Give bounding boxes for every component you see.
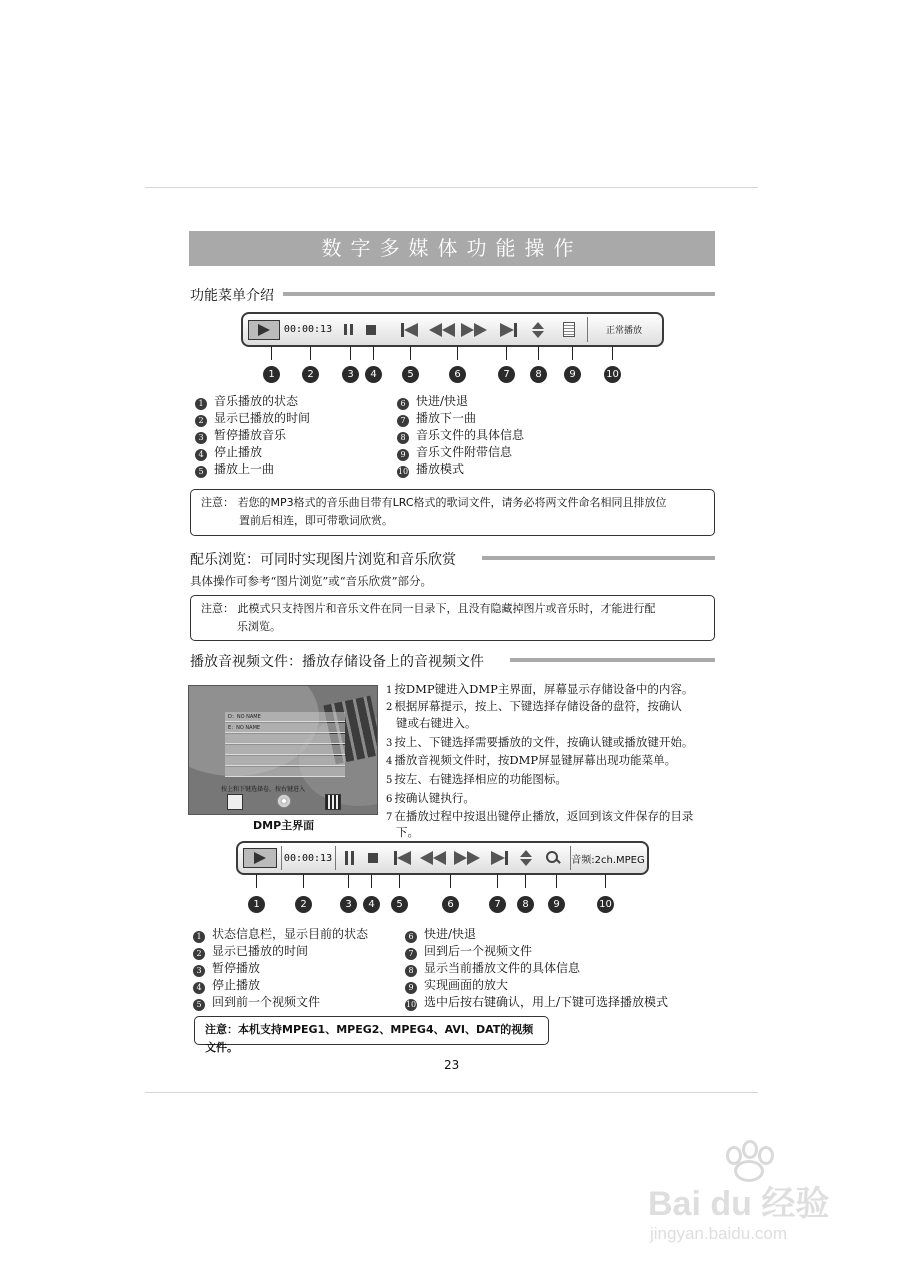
note-line: 注意： 此模式只支持图片和音乐文件在同一目录下，且没有隐藏掉图片或音乐时，才能进行配 — [201, 602, 656, 615]
callout-line — [303, 874, 304, 888]
browse-note — [190, 595, 715, 641]
legend-item: 1 音乐播放的状态 — [195, 392, 298, 410]
callout-line — [450, 874, 451, 888]
callout-number: 4 — [365, 366, 382, 383]
zoom-icon[interactable] — [544, 843, 562, 873]
dmp-caption: DMP主界面 — [253, 819, 315, 832]
elapsed-time: 00:00:13 — [283, 324, 333, 335]
callout-number: 10 — [597, 896, 614, 913]
step-7: 7 在播放过程中按退出键停止播放，返回到该文件保存的目录 — [386, 809, 694, 823]
camera-icon[interactable] — [227, 794, 243, 810]
callout-number: 5 — [402, 366, 419, 383]
rewind-icon[interactable] — [427, 314, 457, 345]
bullet-number: 10 — [405, 1000, 417, 1009]
legend-item: 3 暂停播放 — [193, 959, 260, 977]
empty-slot — [225, 745, 345, 755]
video-format-note — [194, 1016, 549, 1054]
bullet-number: 4 — [195, 449, 207, 461]
stop-icon[interactable] — [366, 843, 380, 873]
music-toolbar — [241, 312, 664, 347]
legend-item: 1 状态信息栏，显示目前的状态 — [193, 925, 368, 943]
legend-item: 10 播放模式 — [397, 462, 465, 476]
callout-line — [271, 346, 272, 360]
legend-item: 8 显示当前播放文件的具体信息 — [405, 959, 580, 977]
legend-item: 2 显示已播放的时间 — [193, 942, 308, 960]
callout-line — [572, 346, 573, 360]
play-mode[interactable]: 正常播放 — [605, 326, 642, 336]
callout-line — [497, 874, 498, 888]
callout-line — [348, 874, 349, 888]
next-file-icon[interactable] — [488, 843, 510, 873]
bottom-rule — [145, 1092, 758, 1093]
callout-number: 1 — [248, 896, 265, 913]
legend-item: 4 停止播放 — [195, 443, 262, 461]
top-rule — [145, 187, 758, 188]
fast-forward-icon[interactable] — [459, 314, 489, 345]
step-3: 3 按上、下键选择需要播放的文件，按确认键或播放键开始。 — [386, 735, 694, 749]
callout-number: 4 — [363, 896, 380, 913]
play-status-icon — [247, 314, 281, 345]
video-toolbar — [236, 841, 649, 875]
bullet-number: 1 — [195, 398, 207, 410]
callout-number: 3 — [340, 896, 357, 913]
empty-slot — [225, 767, 345, 777]
section-title-menu: 功能菜单介绍 — [190, 285, 280, 305]
previous-track-icon[interactable] — [398, 314, 420, 345]
bullet-number: 1 — [193, 931, 205, 943]
legend-item: 9 音乐文件附带信息 — [397, 443, 512, 461]
callout-number: 7 — [489, 896, 506, 913]
bullet-number: 4 — [193, 982, 205, 994]
file-info-icon[interactable] — [518, 843, 534, 873]
callout-number: 8 — [530, 366, 547, 383]
callout-number: 9 — [548, 896, 565, 913]
callout-number: 5 — [391, 896, 408, 913]
note-line: 乐浏览。 — [237, 620, 281, 633]
step-5: 5 按左、右键选择相应的功能图标。 — [386, 772, 567, 786]
pause-icon[interactable] — [341, 314, 355, 345]
legend-item: 5 回到前一个视频文件 — [193, 993, 320, 1011]
callout-number: 6 — [449, 366, 466, 383]
note-line: 注意：本机支持MPEG1、MPEG2、MPEG4、AVI、DAT的视频文件。 — [205, 1023, 534, 1054]
callout-line — [538, 346, 539, 360]
callout-number: 8 — [517, 896, 534, 913]
callout-number: 3 — [342, 366, 359, 383]
page-number: 23 — [444, 1058, 460, 1072]
step-6: 6 按确认键执行。 — [386, 791, 475, 805]
callout-line — [506, 346, 507, 360]
step-2-cont: 键或右键进入。 — [396, 716, 477, 730]
legend-item: 6 快进/快退 — [397, 392, 468, 410]
rewind-icon[interactable] — [418, 843, 448, 873]
browse-description: 具体操作可参考“图片浏览”或“音乐欣赏”部分。 — [190, 574, 433, 588]
legend-item: 5 播放上一曲 — [195, 460, 274, 478]
pause-icon[interactable] — [342, 843, 356, 873]
empty-slot — [225, 756, 345, 766]
section-bar — [510, 658, 715, 662]
bullet-number: 9 — [397, 449, 409, 461]
bullet-number: 6 — [397, 398, 409, 410]
legend-item: 2 显示已播放的时间 — [195, 409, 310, 427]
callout-line — [399, 874, 400, 888]
callout-line — [556, 874, 557, 888]
note-line: 注意： 若您的MP3格式的音乐曲目带有LRC格式的歌词文件，请务必将两文件命名相同且排放位 — [201, 496, 667, 509]
callout-line — [350, 346, 351, 360]
disc-icon[interactable] — [277, 794, 291, 808]
callout-line — [410, 346, 411, 360]
legend-item: 6 快进/快退 — [405, 925, 476, 943]
bullet-number: 5 — [195, 466, 207, 478]
legend-item: 3 暂停播放音乐 — [195, 426, 286, 444]
fast-forward-icon[interactable] — [452, 843, 482, 873]
callout-line — [525, 874, 526, 888]
bullet-number: 10 — [397, 467, 409, 476]
callout-number: 1 — [263, 366, 280, 383]
bullet-number: 7 — [405, 948, 417, 960]
step-1: 1 按DMP键进入DMP主界面，屏幕显示存储设备中的内容。 — [386, 682, 694, 696]
legend-item: 7 回到后一个视频文件 — [405, 942, 532, 960]
callout-number: 10 — [604, 366, 621, 383]
callout-line — [371, 874, 372, 888]
bullet-number: 8 — [405, 965, 417, 977]
screen-tip: 按上和下键选择卷，按右键进入 — [221, 786, 306, 793]
stop-icon[interactable] — [364, 314, 378, 345]
callout-number: 2 — [295, 896, 312, 913]
status-icon — [242, 843, 278, 873]
previous-file-icon[interactable] — [391, 843, 413, 873]
callout-number: 7 — [498, 366, 515, 383]
dmp-screen-image — [188, 685, 378, 815]
bullet-number: 2 — [193, 948, 205, 960]
callout-line — [612, 346, 613, 360]
toolbar-divider — [281, 846, 282, 870]
audio-mode[interactable]: 音频:2ch.MPEG — [571, 854, 645, 866]
clapper-icon[interactable] — [325, 794, 341, 810]
callout-line — [256, 874, 257, 888]
page-banner: 数字多媒体功能操作 — [189, 231, 715, 266]
step-7-cont: 下。 — [396, 825, 419, 839]
legend-item: 9 实现画面的放大 — [405, 976, 508, 994]
bullet-number: 2 — [195, 415, 207, 427]
elapsed-time: 00:00:13 — [283, 852, 333, 864]
bullet-number: 5 — [193, 999, 205, 1011]
bullet-number: 8 — [397, 432, 409, 444]
drive-e-slot[interactable]: E：NO NAME — [225, 723, 345, 733]
section-title-play-av: 播放音视频文件：播放存储设备上的音视频文件 — [190, 651, 490, 671]
section-bar — [482, 556, 715, 560]
empty-slot — [225, 734, 345, 744]
callout-line — [457, 346, 458, 360]
callout-line — [310, 346, 311, 360]
callout-number: 9 — [564, 366, 581, 383]
lrc-note — [190, 489, 715, 536]
section-bar — [283, 292, 715, 296]
watermark-url: jingyan.baidu.com — [650, 1224, 788, 1243]
toolbar-divider — [335, 846, 336, 870]
callout-line — [373, 346, 374, 360]
next-track-icon[interactable] — [497, 314, 519, 345]
baidu-watermark — [648, 1140, 848, 1250]
bullet-number: 9 — [405, 982, 417, 994]
lyrics-doc-icon[interactable] — [561, 314, 577, 345]
legend-item: 8 音乐文件的具体信息 — [397, 426, 524, 444]
toolbar-divider — [587, 317, 588, 342]
callout-number: 2 — [302, 366, 319, 383]
bullet-number: 6 — [405, 931, 417, 943]
bullet-number: 3 — [193, 965, 205, 977]
paw-icon — [718, 1140, 778, 1180]
file-info-icon[interactable] — [530, 314, 546, 345]
drive-d-slot[interactable]: D：NO NAME — [225, 712, 345, 722]
step-4: 4 播放音视频文件时，按DMP屏显键屏幕出现功能菜单。 — [386, 753, 677, 767]
legend-item: 10 选中后按右键确认，用上/下键可选择播放模式 — [405, 995, 669, 1009]
step-2: 2 根据屏幕提示，按上、下键选择存储设备的盘符，按确认 — [386, 699, 682, 713]
callout-number: 6 — [442, 896, 459, 913]
callout-line — [605, 874, 606, 888]
legend-item: 7 播放下一曲 — [397, 409, 476, 427]
watermark-brand: Bai du 经验 — [648, 1185, 830, 1223]
section-title-music-browse: 配乐浏览：可同时实现图片浏览和音乐欣赏 — [190, 549, 462, 569]
bullet-number: 3 — [195, 432, 207, 444]
legend-item: 4 停止播放 — [193, 976, 260, 994]
bullet-number: 7 — [397, 415, 409, 427]
note-line: 置前后相连，即可带歌词欣赏。 — [239, 514, 393, 527]
